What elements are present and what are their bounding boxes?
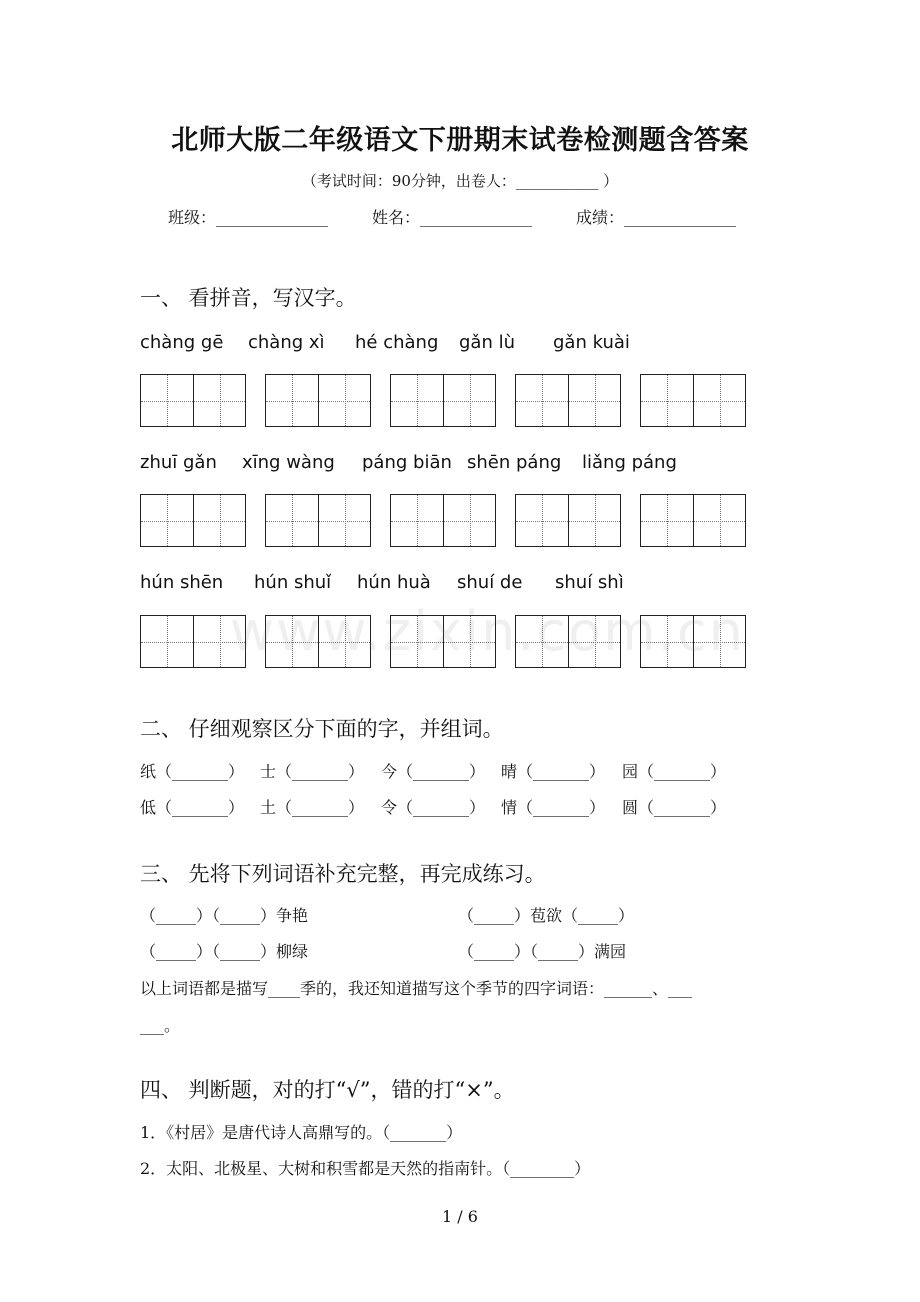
writing-grid[interactable] — [265, 374, 371, 427]
season-question: 以上词语都是描写____季的，我还知道描写这个季节的四字词语：______、___ — [140, 979, 693, 998]
word-blank: 土（_______） — [260, 798, 365, 817]
pinyin-word: hún huà — [357, 572, 431, 593]
exam-subtitle: （考试时间：90分钟，出卷人：___________ ） — [301, 172, 619, 190]
pinyin-word: hún shēn — [140, 572, 224, 593]
pinyin-word: hé chàng — [355, 332, 439, 353]
writing-grid[interactable] — [640, 494, 746, 547]
word-blank: 士（_______） — [260, 762, 365, 781]
idiom-blank-1: （_____）（_____）争艳 — [140, 906, 309, 925]
word-blank: 今（_______） — [381, 762, 486, 781]
section3-heading: 三、 先将下列词语补充完整，再完成练习。 — [140, 862, 546, 886]
pinyin-word: shuí de — [457, 572, 523, 593]
pinyin-word: shuí shì — [555, 572, 624, 593]
word-blank: 令（_______） — [381, 798, 486, 817]
score-field: 成绩：______________ — [576, 208, 737, 227]
pinyin-word: páng biān — [362, 452, 452, 473]
season-question-cont: ___。 — [140, 1016, 181, 1035]
class-field: 班级：______________ — [168, 208, 329, 227]
judge-item-1: 1．《村居》是唐代诗人高鼎写的。（_______） — [140, 1123, 463, 1142]
pinyin-word: gǎn kuài — [553, 332, 630, 353]
pinyin-word: gǎn lù — [459, 332, 515, 353]
pinyin-word: zhuī gǎn — [140, 452, 217, 473]
idiom-blank-4: （_____）（_____）满园 — [458, 942, 627, 961]
pinyin-word: chàng gē — [140, 332, 224, 353]
name-field: 姓名：______________ — [372, 208, 533, 227]
writing-grid[interactable] — [140, 494, 246, 547]
pinyin-word: shēn páng — [467, 452, 562, 473]
watermark: www.zixin.com.cn — [230, 600, 745, 663]
page-title: 北师大版二年级语文下册期末试卷检测题含答案 — [171, 125, 749, 156]
pinyin-word: xīng wàng — [242, 452, 335, 473]
idiom-blank-3: （_____）（_____）柳绿 — [140, 942, 309, 961]
section1-heading: 一、 看拼音，写汉字。 — [140, 286, 357, 310]
word-blank: 低（_______） — [140, 798, 245, 817]
writing-grid[interactable] — [390, 494, 496, 547]
pinyin-word: liǎng páng — [582, 452, 677, 473]
section4-heading: 四、 判断题，对的打“√”，错的打“×”。 — [140, 1078, 515, 1102]
writing-grid[interactable] — [265, 494, 371, 547]
word-blank: 圆（_______） — [622, 798, 727, 817]
page-number: 1 / 6 — [442, 1207, 478, 1226]
writing-grid[interactable] — [515, 494, 621, 547]
section2-heading: 二、 仔细观察区分下面的字，并组词。 — [140, 717, 504, 741]
writing-grid[interactable] — [390, 374, 496, 427]
idiom-blank-2: （_____）苞欲（_____） — [458, 906, 635, 925]
word-blank: 纸（_______） — [140, 762, 245, 781]
judge-item-2: 2．太阳、北极星、大树和积雪都是天然的指南针。（________） — [140, 1159, 591, 1178]
writing-grid[interactable] — [515, 374, 621, 427]
word-blank: 晴（_______） — [501, 762, 606, 781]
word-blank: 情（_______） — [501, 798, 606, 817]
word-blank: 园（_______） — [622, 762, 727, 781]
writing-grid[interactable] — [640, 374, 746, 427]
pinyin-word: hún shuǐ — [254, 572, 332, 593]
pinyin-word: chàng xì — [248, 332, 325, 353]
writing-grid[interactable] — [140, 374, 246, 427]
